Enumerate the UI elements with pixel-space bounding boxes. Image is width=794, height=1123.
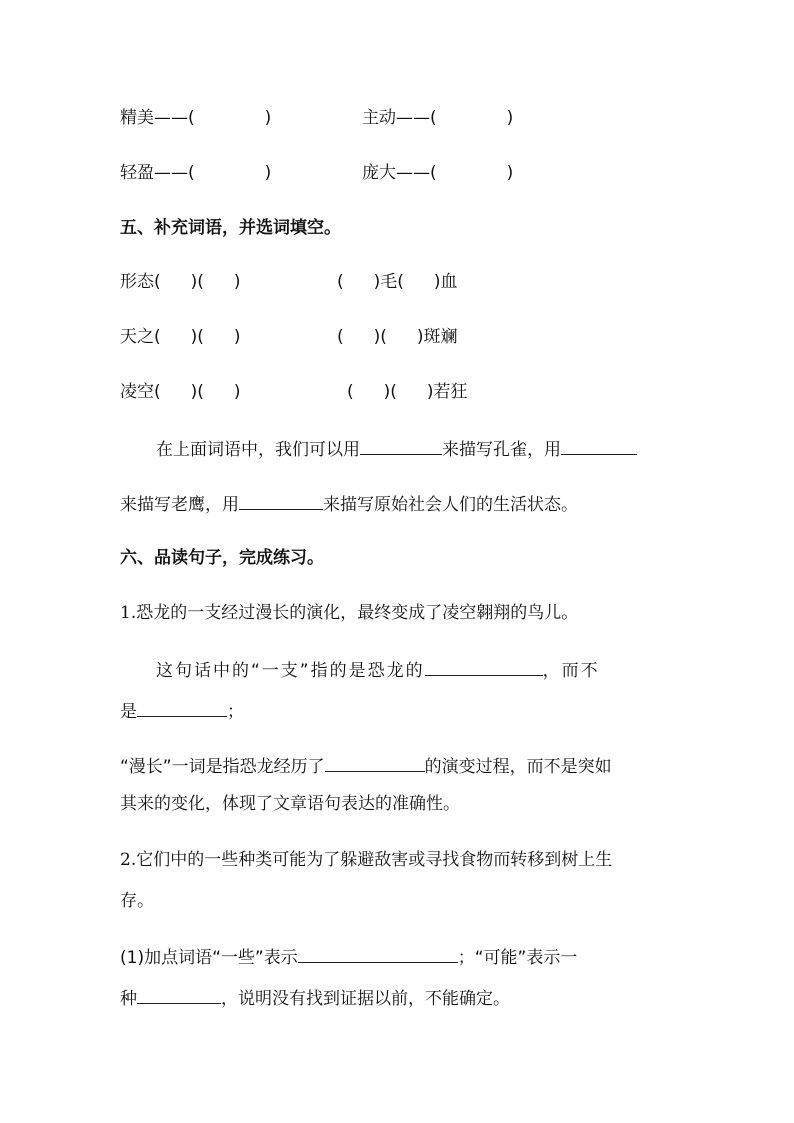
sentence-text: ； (227, 702, 244, 722)
word-label: 主动——( (362, 108, 437, 128)
sentence-text: 这句话中的“一支”指的是恐龙的 (156, 661, 425, 681)
question-1-blank-b-cont: 其来的变化，体现了文章语句表达的准确性。 (120, 794, 460, 814)
idiom-text: )( (383, 382, 397, 402)
idiom-text: ) (233, 327, 241, 347)
sentence-text: 在上面词语中，我们可以用 (156, 440, 360, 460)
sentence-text: ，而不 (542, 661, 600, 681)
antonym-item (362, 161, 513, 185)
answer-line[interactable] (239, 491, 323, 510)
answer-line[interactable] (325, 753, 425, 772)
sentence-text: 来描写老鹰，用 (120, 495, 239, 515)
sentence-text: 来描写原始社会人们的生活状态。 (323, 495, 578, 515)
sentence-text: 种 (120, 989, 137, 1009)
idiom-right (347, 380, 468, 404)
sentence-text: 是 (120, 702, 137, 722)
antonym-item (120, 106, 271, 130)
sentence-text: 来描写孔雀，用 (442, 440, 561, 460)
sentence-text: ，说明没有找到证据以前，不能确定。 (221, 989, 510, 1009)
question-1-blank-a-cont (120, 698, 244, 724)
section-title: 六、品读句子，完成练习。 (120, 548, 324, 568)
idiom-right (337, 270, 458, 294)
answer-line[interactable] (561, 436, 637, 455)
answer-line[interactable] (137, 985, 221, 1004)
word-label: 庞大——( (362, 163, 437, 183)
question-2-part-1 (120, 944, 577, 970)
idiom-text: 形态( (120, 272, 161, 292)
idiom-text: )斑斓 (416, 327, 458, 347)
idiom-text: 天之( (120, 327, 161, 347)
sentence-text: 的演变过程，而不是突如 (424, 757, 612, 777)
section-title: 五、补充词语，并选词填空。 (120, 218, 341, 238)
idiom-left (120, 380, 241, 404)
idiom-text: ( (337, 327, 344, 347)
antonym-item (120, 161, 271, 185)
idiom-text: )若狂 (426, 382, 468, 402)
idiom-left (120, 325, 241, 349)
idiom-right (337, 325, 458, 349)
idiom-text: ( (347, 382, 354, 402)
word-label: 轻盈——( (120, 163, 195, 183)
idiom-text: ) (233, 382, 241, 402)
sentence-text: “漫长”一词是指恐龙经历了 (120, 757, 325, 777)
question-2: 2.它们中的一些种类可能为了躲避敌害或寻找食物而转移到树上生 (120, 850, 613, 870)
idiom-text: )血 (433, 272, 458, 292)
answer-line[interactable] (298, 944, 458, 963)
answer-line[interactable] (425, 657, 543, 676)
question-1-blank-a (156, 657, 600, 683)
word-label: 精美——( (120, 108, 195, 128)
answer-line[interactable] (137, 698, 227, 717)
answer-line[interactable] (360, 436, 442, 455)
paren: ) (264, 108, 272, 128)
sentence-text: (1)加点词语“一些”表示 (120, 948, 298, 968)
fill-sentence (156, 436, 637, 462)
idiom-text: )( (190, 327, 204, 347)
fill-sentence (120, 491, 578, 517)
question-1-blank-b (120, 753, 612, 779)
sentence-text: ；“可能”表示一 (457, 948, 578, 968)
antonym-item (362, 106, 513, 130)
idiom-text: )( (190, 272, 204, 292)
paren: ) (506, 163, 514, 183)
idiom-text: )毛( (373, 272, 404, 292)
question-1: 1.恐龙的一支经过漫长的演化，最终变成了凌空翱翔的鸟儿。 (120, 603, 579, 623)
idiom-text: ) (233, 272, 241, 292)
idiom-text: 凌空( (120, 382, 161, 402)
paren: ) (506, 108, 514, 128)
idiom-left (120, 270, 241, 294)
question-2-part-1-cont (120, 985, 510, 1011)
idiom-text: )( (190, 382, 204, 402)
idiom-text: )( (373, 327, 387, 347)
idiom-text: ( (337, 272, 344, 292)
paren: ) (264, 163, 272, 183)
question-2-cont: 存。 (120, 891, 154, 911)
